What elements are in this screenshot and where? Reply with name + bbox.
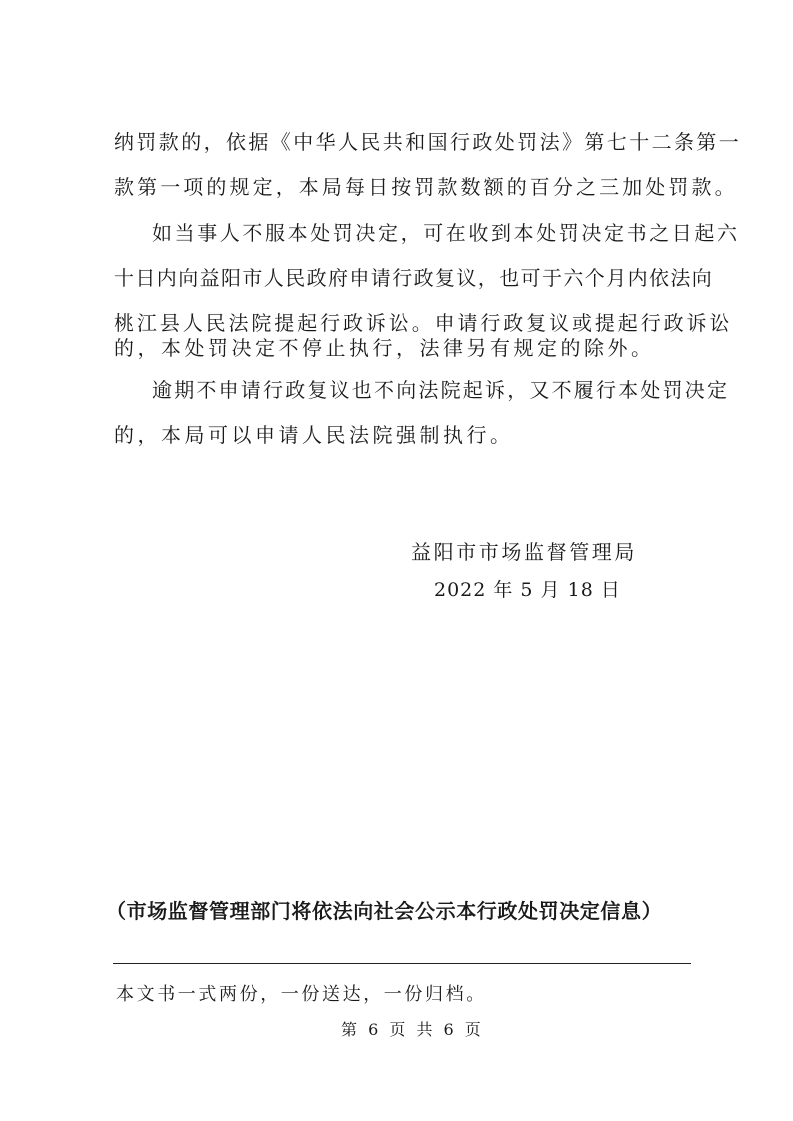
- divider: [113, 963, 691, 964]
- body-line: 如当事人不服本处罚决定，可在收到本处罚决定书之日起六: [152, 221, 740, 245]
- signature-date: 2022 年 5 月 18 日: [434, 579, 621, 601]
- body-line: 的，本处罚决定不停止执行，法律另有规定的除外。: [114, 336, 655, 360]
- body-line: 桃江县人民法院提起行政诉讼。申请行政复议或提起行政诉讼: [114, 311, 733, 335]
- body-line: 纳罚款的，依据《中华人民共和国行政处罚法》第七十二条第一: [114, 130, 742, 154]
- public-notice: （市场监督管理部门将依法向社会公示本行政处罚决定信息）: [106, 899, 663, 923]
- body-line: 的，本局可以申请人民法院强制执行。: [114, 423, 514, 447]
- page-number: 第 6 页 共 6 页: [341, 1020, 484, 1039]
- body-line: 十日内向益阳市人民政府申请行政复议，也可于六个月内依法向: [114, 266, 714, 290]
- body-line: 逾期不申请行政复议也不向法院起诉，又不履行本处罚决定: [152, 378, 730, 402]
- footnote: 本文书一式两份，一份送达，一份归档。: [116, 984, 487, 1005]
- body-line: 款第一项的规定，本局每日按罚款数额的百分之三加处罚款。: [114, 175, 738, 199]
- signature-organization: 益阳市市场监督管理局: [411, 540, 637, 564]
